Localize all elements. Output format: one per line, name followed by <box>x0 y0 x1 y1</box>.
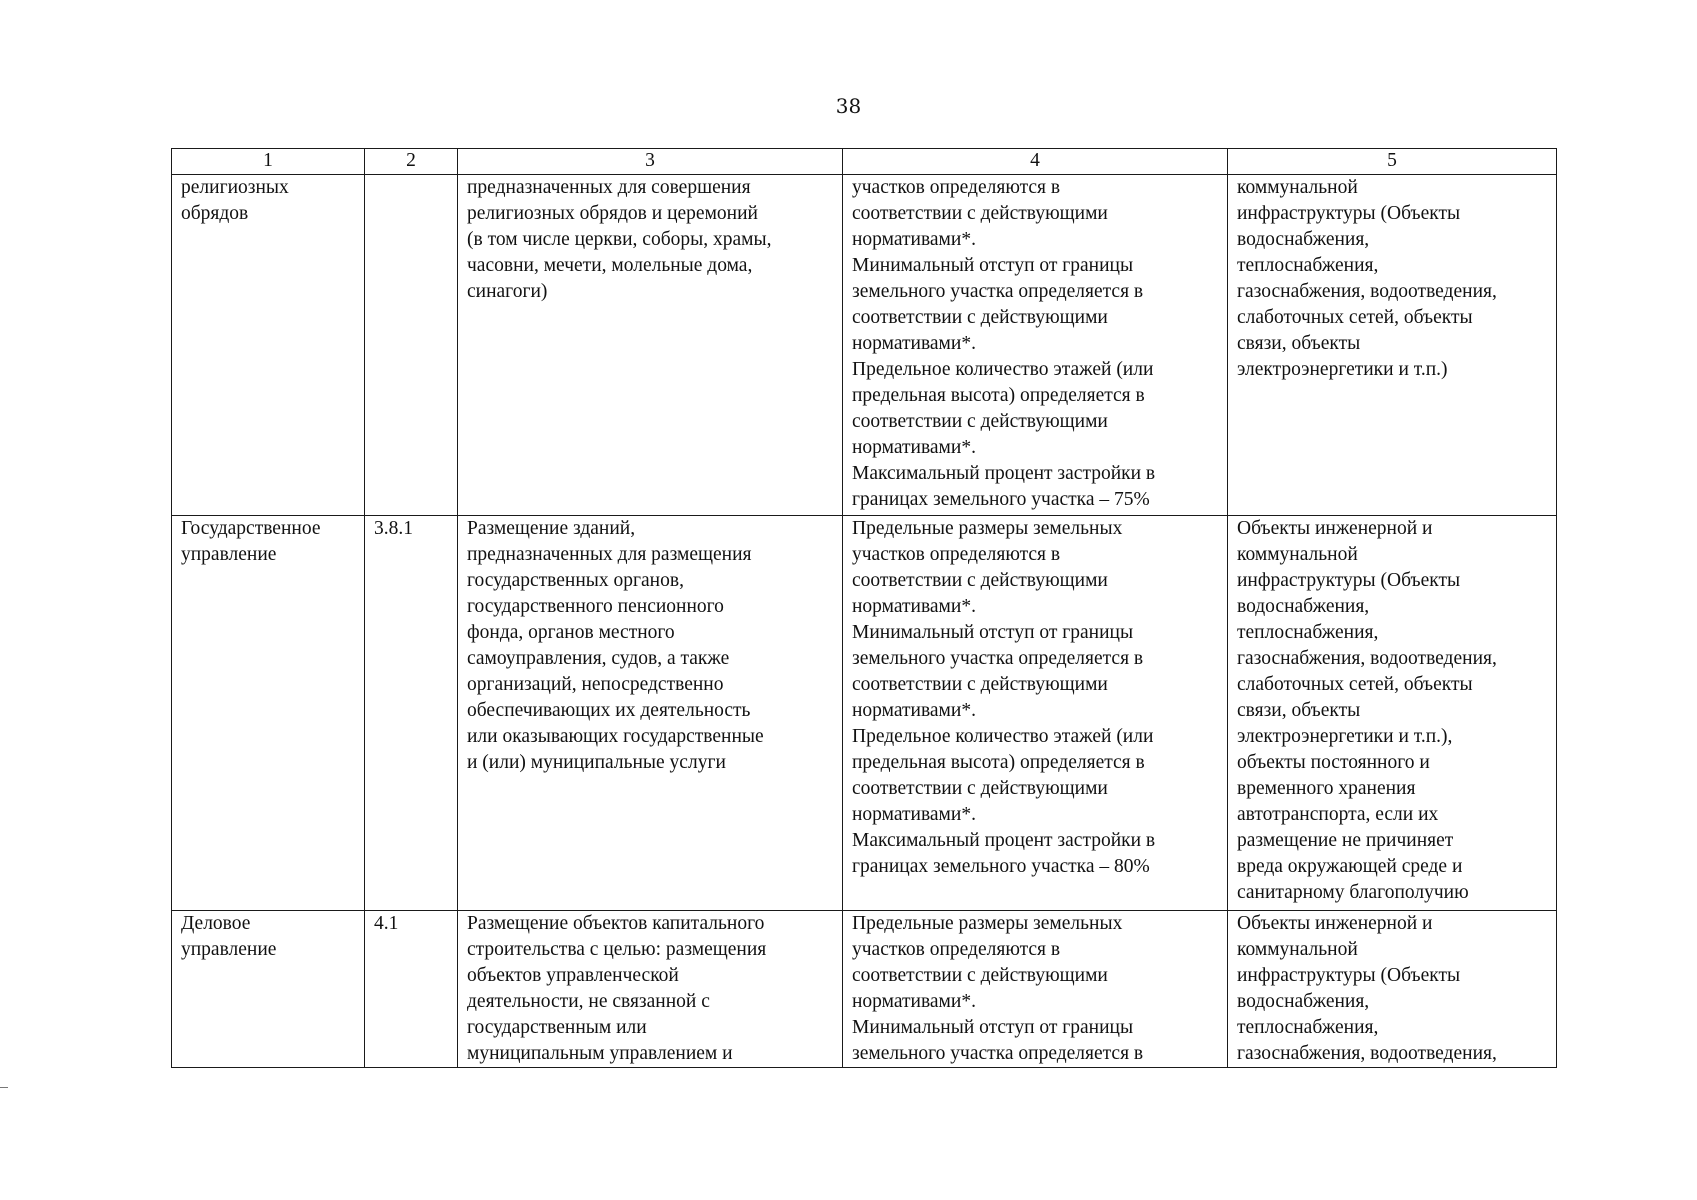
header-cell-3: 3 <box>458 149 843 175</box>
header-row <box>172 149 1557 175</box>
use-type-name-cell: религиозных обрядов <box>172 175 365 516</box>
auxiliary-uses-cell: Объекты инженерной и коммунальной инфраструктуры (Объекты водоснабжения, теплоснабжения, газоснабжения, водоотведения, слаботочных сетей, объекты связи, объекты электроэнергетики и т.п.), объекты постоянного и временного хранения автотранспорта, если их размещение не причиняет вреда окружающей среде и санитарному благополучию <box>1228 516 1557 911</box>
page-number: 38 <box>835 94 862 118</box>
use-type-name-cell: Деловое управление <box>172 911 365 1068</box>
auxiliary-uses-cell: коммунальной инфраструктуры (Объекты водоснабжения, теплоснабжения, газоснабжения, водоотведения, слаботочных сетей, объекты связи, объекты электроэнергетики и т.п.) <box>1228 175 1557 516</box>
use-type-name-cell: Государственное управление <box>172 516 365 911</box>
use-type-code-cell: 4.1 <box>365 911 458 1068</box>
zoning-table <box>171 148 1557 1068</box>
use-description-cell: Размещение объектов капитального строительства с целью: размещения объектов управленческой деятельности, не связанной с государственным или муниципальным управлением и <box>458 911 843 1068</box>
auxiliary-uses-cell: Объекты инженерной и коммунальной инфраструктуры (Объекты водоснабжения, теплоснабжения, газоснабжения, водоотведения, <box>1228 911 1557 1068</box>
header-cell-1: 1 <box>172 149 365 175</box>
scan-artifact-mark <box>0 1087 8 1088</box>
use-type-code-cell <box>365 175 458 516</box>
table-row <box>172 516 1557 911</box>
parameters-cell: Предельные размеры земельных участков определяются в соответствии с действующими нормативами*. Минимальный отступ от границы земельного участка определяется в соответствии с действующими нормативами*. Предельное количество этажей (или предельная высота) определяется в соответствии с действующими нормативами*. Максимальный процент застройки в границах земельного участка – 80% <box>843 516 1228 911</box>
parameters-cell: Предельные размеры земельных участков определяются в соответствии с действующими нормативами*. Минимальный отступ от границы земельного участка определяется в <box>843 911 1228 1068</box>
header-cell-2: 2 <box>365 149 458 175</box>
use-description-cell: Размещение зданий, предназначенных для размещения государственных органов, государственного пенсионного фонда, органов местного самоуправления, судов, а также организаций, непосредственно обеспечивающих их деятельность или оказывающих государственные и (или) муниципальные услуги <box>458 516 843 911</box>
use-type-code-cell: 3.8.1 <box>365 516 458 911</box>
header-cell-5: 5 <box>1228 149 1557 175</box>
header-cell-4: 4 <box>843 149 1228 175</box>
parameters-cell: участков определяются в соответствии с действующими нормативами*. Минимальный отступ от границы земельного участка определяется в соответствии с действующими нормативами*. Предельное количество этажей (или предельная высота) определяется в соответствии с действующими нормативами*. Максимальный процент застройки в границах земельного участка – 75% <box>843 175 1228 516</box>
table-row <box>172 175 1557 516</box>
table-row <box>172 911 1557 1068</box>
use-description-cell: предназначенных для совершения религиозных обрядов и церемоний (в том числе церкви, соборы, храмы, часовни, мечети, молельные дома, синагоги) <box>458 175 843 516</box>
